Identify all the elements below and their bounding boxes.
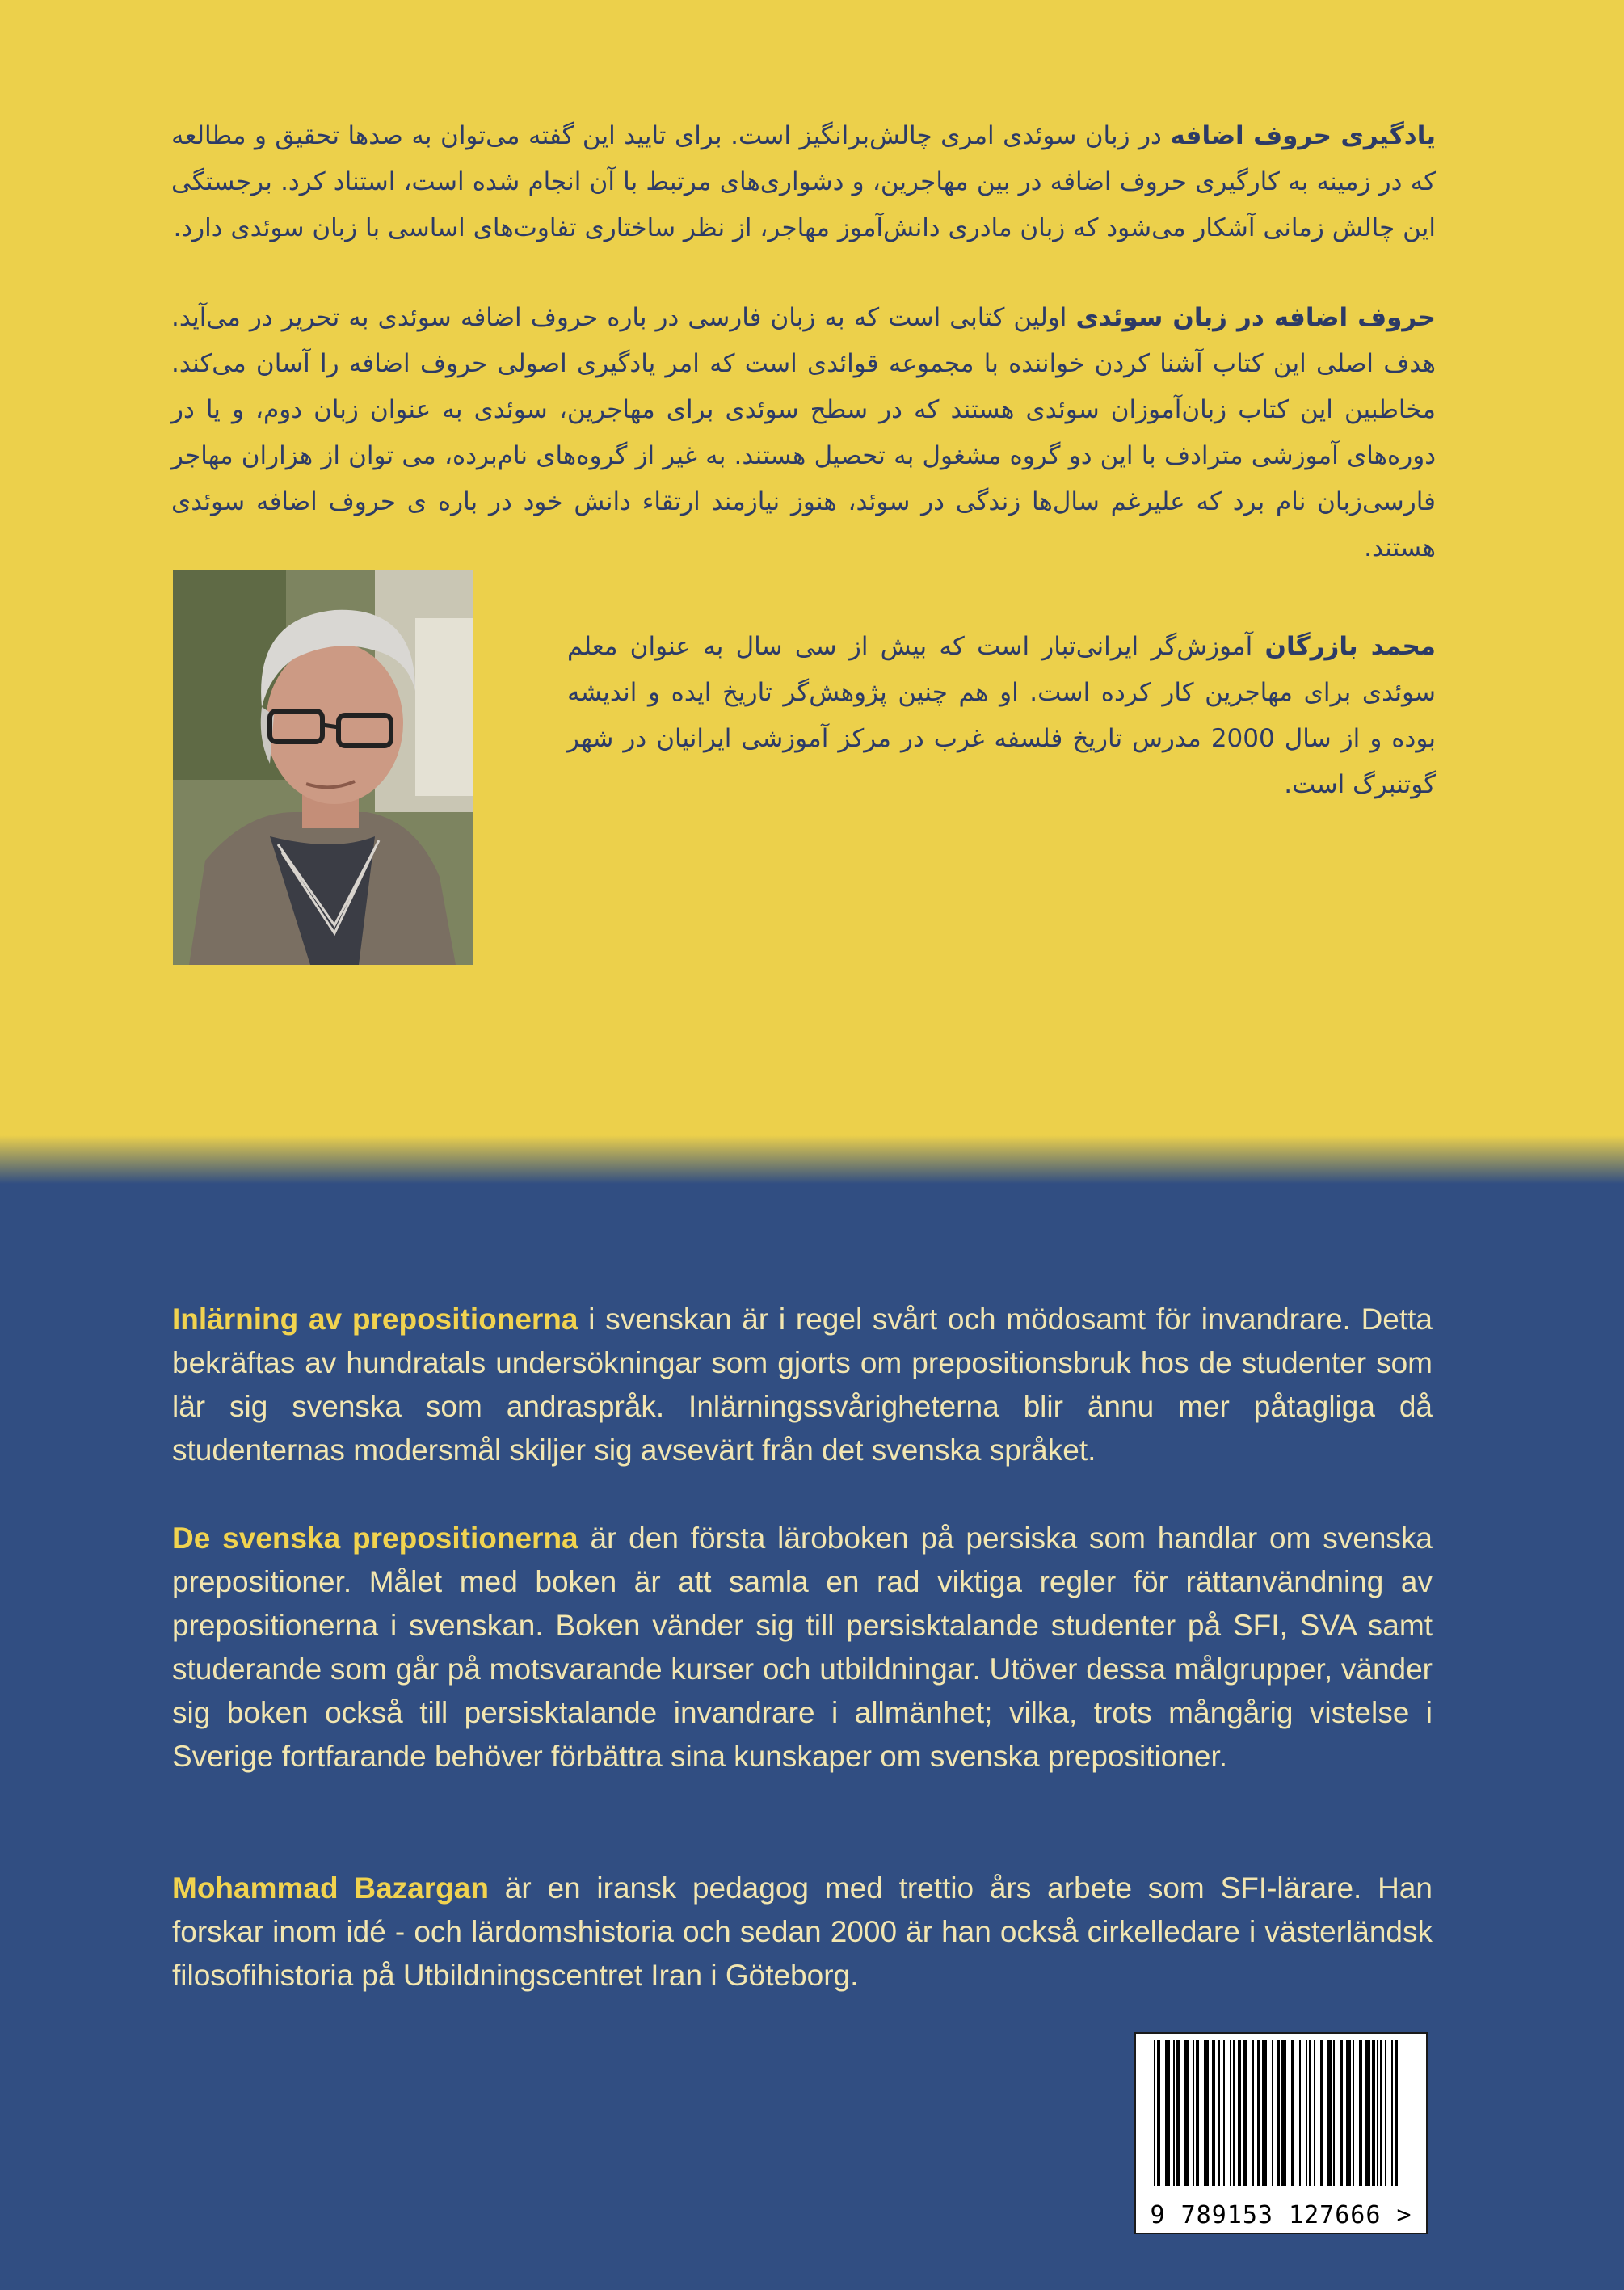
- persian-paragraph-book-text: اولین کتابی است که به زبان فارسی در باره حروف اضافه سوئدی به تحریر در می‌آید. هدف اصلی این کتاب آشنا کردن خواننده با مجموعه قوائدی است که امر یادگیری اصولی حروف اضافه را آسان می‌کند. مخاطبین این کتاب زبان‌آموزان سوئدی هستند که در سطح سوئدی برای مهاجرین، سوئدی به عنوان زبان دوم، و یا در دوره‌های آموزشی مترادف با این دو گروه مشغول به تحصیل هستند. به غیر از گروه‌های نام‌برده، می توان از هزاران مهاجر فارسی‌زبان نام برد که علیرغم سال‌ها زندگی در سوئد، هنوز نیازمند ارتقاء دانش خود در باره ی حروف اضافه سوئدی هستند.: [171, 303, 1436, 562]
- persian-paragraph-intro: [171, 113, 1436, 251]
- barcode-digits: 9 789153 127666 >: [1150, 2201, 1412, 2229]
- swedish-paragraph-intro-lead: Inlärning av prepositionerna: [172, 1303, 578, 1336]
- swedish-author-bio: [172, 1867, 1433, 1997]
- swedish-author-bio-text: är en iransk pedagog med trettio års arbete som SFI-lärare. Han forskar inom idé - och lärdomshistoria och sedan 2000 är han också cirkelledare i västerländsk filosofihistoria på Utbildningscentret Iran i Göteborg.: [172, 1871, 1433, 1992]
- persian-author-bio-lead: محمد بازرگان: [1264, 632, 1436, 661]
- persian-paragraph-book-lead: حروف اضافه در زبان سوئدی: [1075, 303, 1436, 332]
- persian-paragraph-intro-text: در زبان سوئدی امری چالش‌برانگیز است. برای تایید این گفته می‌توان به صدها تحقیق و مطالعه که در زمینه به کارگیری حروف اضافه در بین مهاجرین، و دشواری‌های مرتبط با آن انجام شده است، استناد کرد. برجستگی این چالش زمانی آشکار می‌شود که زبان مادری دانش‌آموز مهاجر، از نظر ساختاری تفاوت‌های اساسی با زبان سوئدی دارد.: [171, 121, 1436, 242]
- swedish-paragraph-intro: [172, 1298, 1433, 1472]
- persian-paragraph-intro-lead: یادگیری حروف اضافه: [1170, 121, 1436, 150]
- color-blend-band: [0, 1135, 1624, 1184]
- barcode-bars: [1136, 2034, 1426, 2195]
- isbn-barcode: [1134, 2032, 1428, 2234]
- swedish-paragraph-book: [172, 1517, 1433, 1779]
- swedish-author-bio-lead: Mohammad Bazargan: [172, 1871, 489, 1905]
- swedish-paragraph-intro-text: i svenskan är i regel svårt och mödosamt för invandrare. Detta bekräftas av hundratals undersökningar som gjorts om prepositionsbruk hos de studenter som lär sig svenska som andraspråk. Inlärningssvårigheterna blir ännu mer påtagliga då studenternas modersmål skiljer sig avsevärt från det svenska språket.: [172, 1303, 1433, 1467]
- author-photo: [173, 570, 473, 965]
- persian-paragraph-book: [171, 295, 1436, 571]
- swedish-paragraph-book-lead: De svenska prepositionerna: [172, 1522, 578, 1555]
- persian-author-bio-text: آموزش‌گر ایرانی‌تبار است که بیش از سی سال به عنوان معلم سوئدی برای مهاجرین کار کرده است. او هم چنین پژوهش‌گر تاریخ ایده و اندیشه بوده و از سال 2000 مدرس تاریخ فلسفه غرب در مرکز آموزشی ایرانیان در شهر گوتنبرگ است.: [567, 632, 1436, 799]
- persian-author-bio: [567, 624, 1436, 808]
- swedish-paragraph-book-text: är den första läroboken på persiska som handlar om svenska prepositioner. Målet med boken är att samla en rad viktiga regler för rättanvändning av prepositionerna i svenskan. Boken vänder sig till persisktalande studenter på SFI, SVA samt studerande som går på motsvarande kurser och utbildningar. Utöver dessa målgrupper, vänder sig boken också till persisktalande invandrare i allmänhet; vilka, trots mångårig vistelse i Sverige fortfarande behöver förbättra sina kunskaper om svenska prepositioner.: [172, 1522, 1433, 1773]
